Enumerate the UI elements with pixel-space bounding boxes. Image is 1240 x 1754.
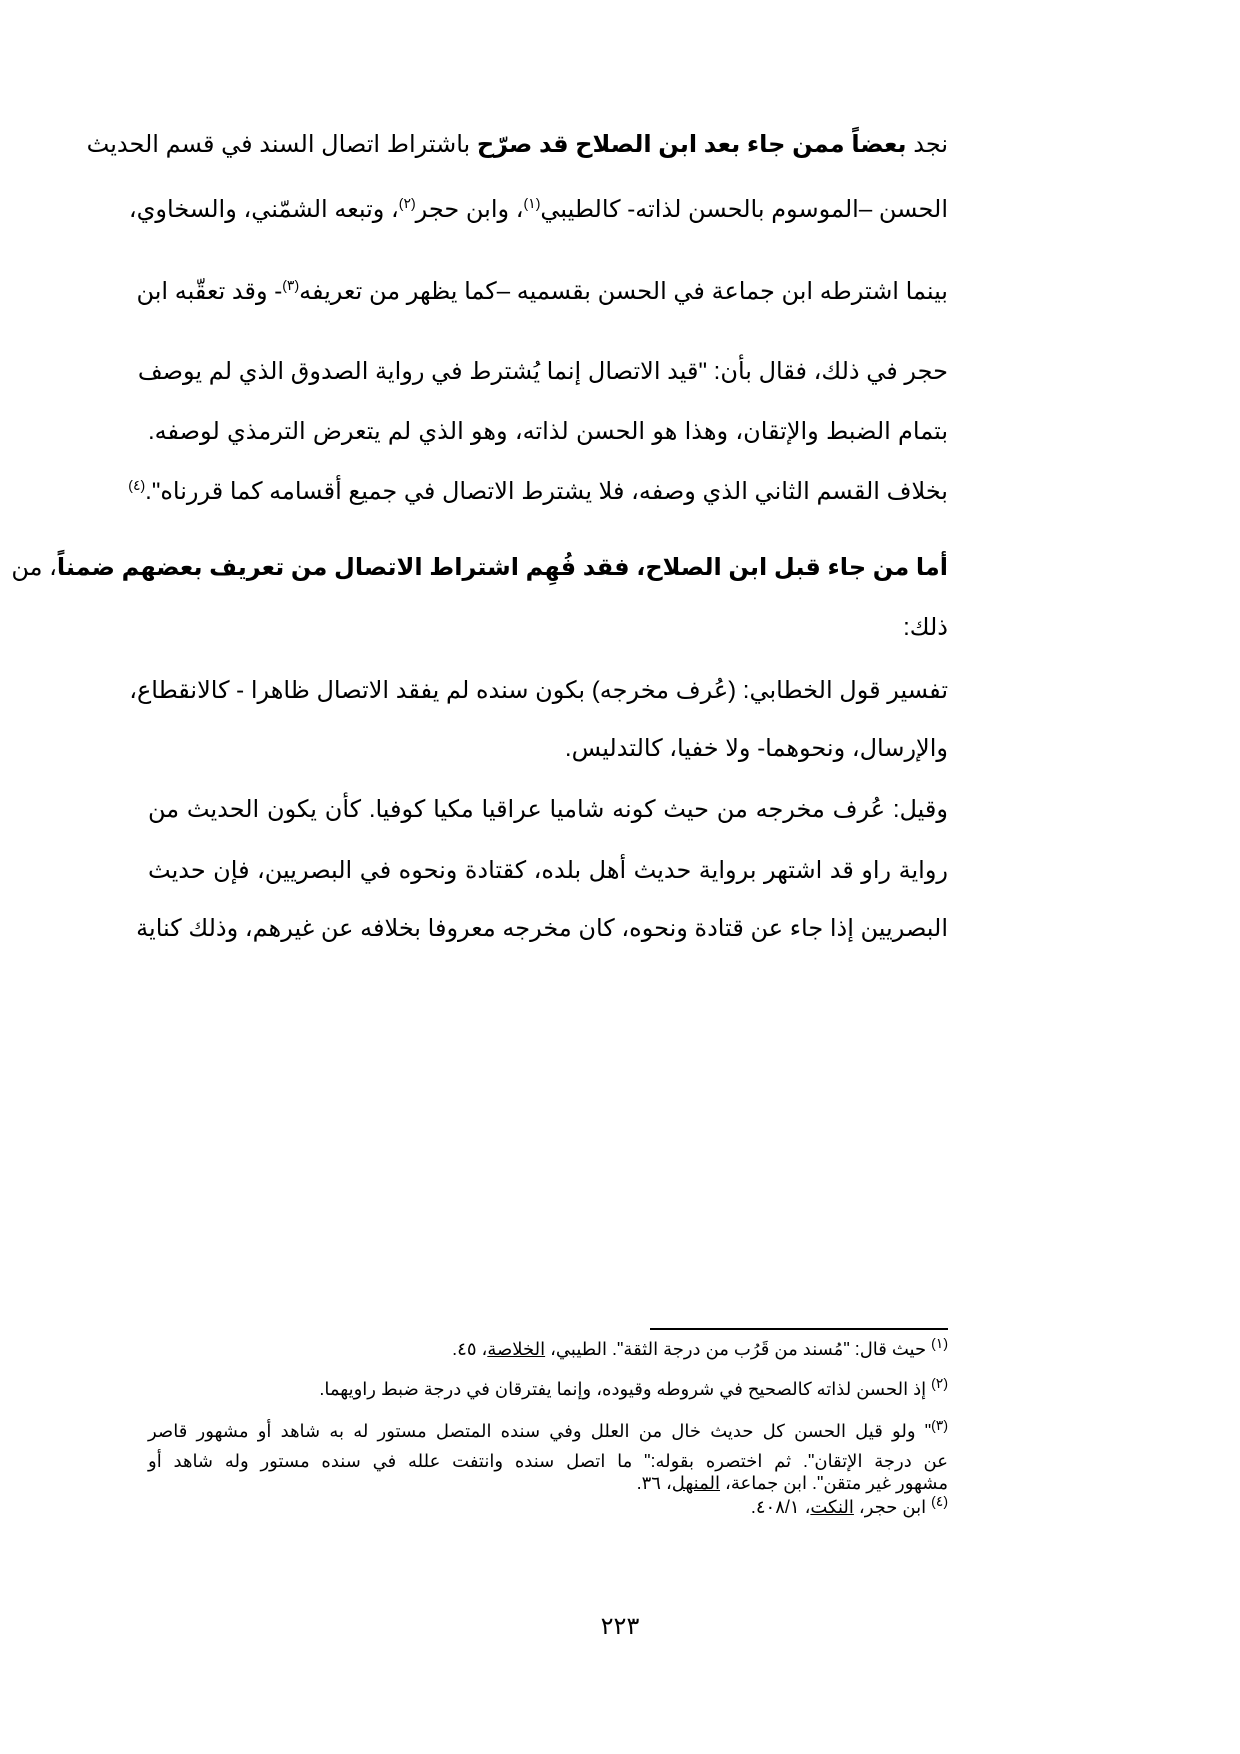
- footnote-text: " ولو قيل الحسن كل حديث خال من العلل وفي سنده المتصل مستور له به شاهد أو مشهور قاصر: [148, 1421, 932, 1441]
- footnote-text: حيث قال: "مُسند من قَرُب من درجة الثقة". الطيبي،: [545, 1339, 932, 1359]
- text-run: باشتراط اتصال السند في قسم الحديث: [86, 131, 477, 158]
- text-run: بينما اشترطه ابن جماعة في الحسن بقسميه –كما يظهر من تعريفه: [299, 278, 948, 305]
- footnote-text: ابن حجر،: [853, 1497, 932, 1517]
- body-line: البصريين إذا جاء عن قتادة ونحوه، كان مخرجه معروفا بخلافه عن غيرهم، وذلك كناية: [136, 915, 948, 942]
- body-line: وقيل: عُرف مخرجه من حيث كونه شاميا عراقيا مكيا كوفيا. كأن يكون الحديث من: [148, 796, 948, 823]
- footnote-ref[interactable]: (١): [523, 195, 541, 211]
- footnote-1: [148, 1335, 948, 1360]
- bold-text-run: أما من جاء قبل ابن الصلاح، فقد فُهِم اشتراط الاتصال من تعريف بعضهم ضمناً: [56, 554, 948, 581]
- body-line: حجر في ذلك، فقال بأن: "قيد الاتصال إنما يُشترط في رواية الصدوق الذي لم يوصف: [137, 358, 948, 385]
- footnote-ref[interactable]: (٣): [282, 277, 300, 293]
- body-line: رواية راو قد اشتهر برواية حديث أهل بلده، كقتادة ونحوه في البصريين، فإن حديث: [148, 857, 948, 884]
- footnote-text: ، ٤٥.: [452, 1339, 488, 1359]
- body-line: [86, 130, 948, 160]
- footnote-text: مشهور غير متقن". ابن جماعة،: [720, 1473, 948, 1493]
- footnote-number: (٣): [931, 1417, 948, 1433]
- footnote-text: إذ الحسن لذاته كالصحيح في شروطه وقيوده، وإنما يفترقان في درجة ضبط راويهما.: [319, 1379, 932, 1399]
- footnote-number: (١): [931, 1335, 948, 1351]
- text-run: - وقد تعقّبه ابن: [136, 278, 283, 305]
- text-run: ، من: [11, 554, 57, 581]
- footnote-text: ، ٣٦.: [636, 1473, 672, 1493]
- text-run: ، وتبعه الشمّني، والسخاوي،: [128, 196, 399, 223]
- text-run: الحسن –الموسوم بالحسن لذاته- كالطيبي: [540, 196, 948, 223]
- body-line: [128, 195, 948, 225]
- footnote-3-line: [148, 1472, 948, 1494]
- body-line: بتمام الضبط والإتقان، وهذا هو الحسن لذاته، وهو الذي لم يتعرض الترمذي لوصفه.: [148, 418, 948, 445]
- footnote-number: (٢): [931, 1375, 948, 1391]
- page-number: ٢٢٣: [600, 1613, 640, 1640]
- footnote-text: ، ٤٠٨/١.: [750, 1497, 811, 1517]
- footnote-source-title: الخلاصة: [487, 1339, 546, 1359]
- text-run: ، وابن حجر: [415, 196, 524, 223]
- footnote-number: (٤): [931, 1493, 948, 1509]
- footnote-source-title: النكت: [810, 1497, 854, 1517]
- text-run: نجد: [906, 131, 948, 158]
- footnote-ref[interactable]: (٤): [128, 477, 146, 493]
- footnote-ref[interactable]: (٢): [398, 195, 416, 211]
- text-run: بخلاف القسم الثاني الذي وصفه، فلا يشترط الاتصال في جميع أقسامه كما قررناه".: [145, 478, 948, 505]
- body-line: [136, 277, 948, 307]
- footnote-2: [148, 1375, 948, 1400]
- footnote-4: [148, 1493, 948, 1518]
- footnote-separator: [650, 1328, 948, 1330]
- body-line: تفسير قول الخطابي: (عُرف مخرجه) بكون سنده لم يفقد الاتصال ظاهرا - كالانقطاع،: [129, 677, 948, 704]
- body-line: [128, 477, 948, 507]
- bold-text-run: بعضاً ممن جاء بعد ابن الصلاح قد صرّح: [476, 131, 907, 158]
- footnote-source-title: المنهل: [671, 1473, 721, 1493]
- footnote-3-line: عن درجة الإتقان". ثم اختصره بقوله:" ما اتصل سنده وانتفت علله في سنده مستور وله شاهد أو: [148, 1451, 948, 1471]
- footnote-3: [148, 1417, 948, 1442]
- body-line: [11, 553, 948, 583]
- body-line: ذلك:: [903, 614, 948, 641]
- body-line: والإرسال، ونحوهما- ولا خفيا، كالتدليس.: [564, 735, 948, 762]
